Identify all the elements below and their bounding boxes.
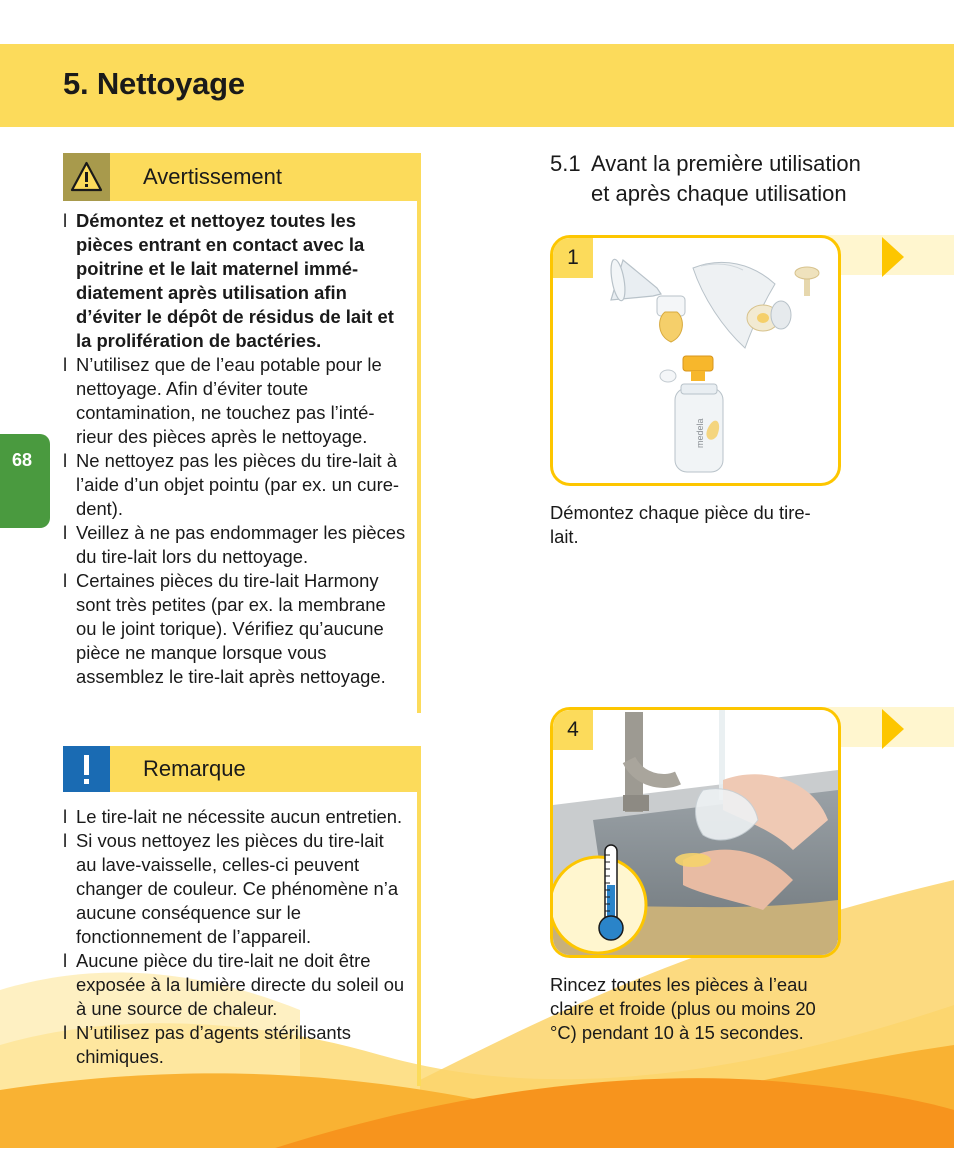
section-title-line2: et après chaque utilisation — [591, 181, 847, 206]
warning-heading: Avertissement — [143, 164, 282, 189]
warning-list — [63, 209, 409, 689]
note-list — [63, 805, 409, 1069]
step4-next-arrow-icon — [882, 709, 904, 749]
step1-caption: Démontez chaque pièce du tire-lait. — [550, 502, 811, 547]
rinsing-under-tap-photo — [553, 710, 838, 955]
note-item: l Le tire-lait ne nécessite aucun entretien. — [63, 805, 409, 829]
warning-box-rule — [417, 153, 421, 713]
step1-illustration — [550, 235, 841, 486]
warning-item: l Ne nettoyez pas les pièces du tire-lait à l’aide d’un objet pointu (par ex. un cure-dent). — [63, 449, 409, 521]
warning-header — [63, 153, 421, 201]
note-icon-cell — [63, 746, 110, 792]
warning-item: l Veillez à ne pas endommager les pièces du tire-lait lors du nettoyage. — [63, 521, 409, 569]
warning-item: l N’utilisez que de l’eau potable pour le nettoyage. Afin d’éviter toute contamination, ne touchez pas l’inté-rieur des pièces après le nettoyage. — [63, 353, 409, 449]
step1-next-arrow-icon — [882, 237, 904, 277]
note-box-rule — [417, 746, 421, 1086]
step4-number: 4 — [553, 710, 593, 750]
warning-item: l Certaines pièces du tire-lait Harmony sont très petites (par ex. la membrane ou le joint torique). Vérifiez qu’aucune pièce ne manque lorsque vous assemblez le tire-lait après nettoyage. — [63, 569, 409, 689]
step1-number: 1 — [553, 238, 593, 278]
page-number: 68 — [11, 450, 33, 470]
section-title — [550, 149, 861, 209]
note-item: l Aucune pièce du tire-lait ne doit être exposée à la lumière directe du soleil ou à une source de chaleur. — [63, 949, 409, 1021]
warning-item: l Démontez et nettoyez toutes les pièces entrant en contact avec la poitrine et le lait maternel immé-diatement après utilisation afin d’éviter le dépôt de résidus de lait et la prolifération de bactéries. — [63, 209, 409, 353]
breast-pump-parts-illustration — [553, 238, 838, 483]
note-item: l N’utilisez pas d’agents stérilisants chimiques. — [63, 1021, 409, 1069]
warning-triangle-icon — [63, 153, 110, 201]
step4-caption: Rincez toutes les pièces à l’eau claire et froide (plus ou moins 20 °C) pendant 10 à 15 secondes. — [550, 974, 816, 1043]
step4-photo — [550, 707, 841, 958]
section-title-line1: Avant la première utilisation — [591, 151, 861, 176]
bottle-brand-label: medela — [695, 418, 705, 448]
exclamation-icon — [63, 746, 110, 792]
section-number: 5.1 — [550, 151, 581, 176]
warning-icon-cell — [63, 153, 110, 201]
note-header — [63, 746, 421, 792]
note-heading: Remarque — [143, 756, 246, 781]
page-tab — [0, 434, 50, 528]
note-item: l Si vous nettoyez les pièces du tire-lait au lave-vaisselle, celles-ci peuvent changer de couleur. Ce phénomène n’a aucune conséquence sur le fonctionnement de l’appareil. — [63, 829, 409, 949]
page-title: 5. Nettoyage — [63, 66, 245, 101]
